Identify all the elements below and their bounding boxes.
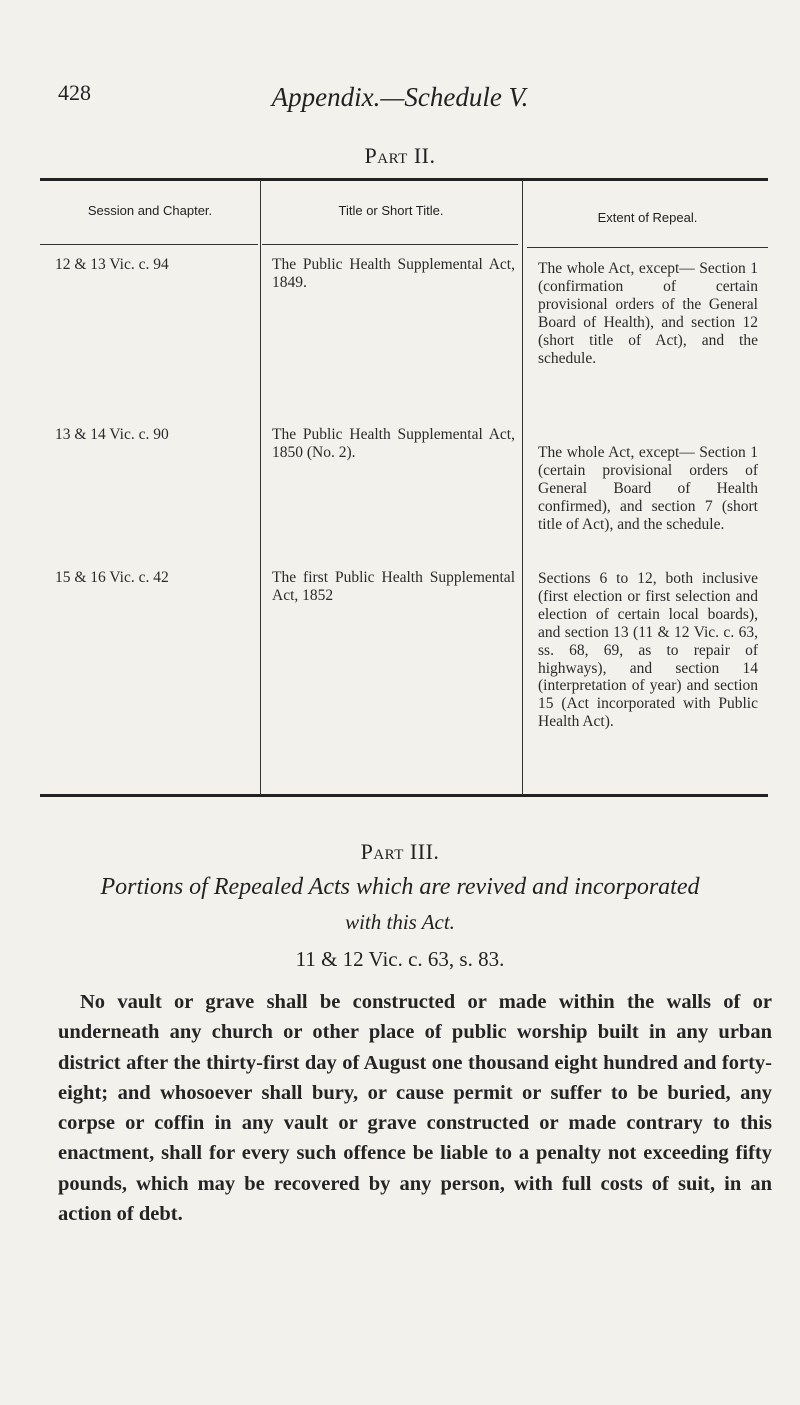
row-2-title: The Public Health Supplemental Act, 1850 (No. 2). bbox=[272, 426, 515, 461]
table-bottom-rule bbox=[40, 794, 768, 797]
column-header-session: Session and Chapter. bbox=[87, 203, 213, 218]
row-2-session: 13 & 14 Vic. c. 90 bbox=[55, 426, 169, 443]
row-1-session: 12 & 13 Vic. c. 94 bbox=[55, 256, 169, 273]
row-1-extent: The whole Act, except— Section 1 (confirmation of certain provisional orders of the General Board of Health), and section 12 (short title of Act), and the schedule. bbox=[538, 260, 758, 367]
row-3-title: The first Public Health Supplemental Act, 1852 bbox=[272, 569, 515, 604]
column-divider-1 bbox=[260, 180, 261, 795]
part-3-citation: 11 & 12 Vic. c. 63, s. 83. bbox=[295, 947, 505, 971]
running-head: Appendix.—Schedule V. bbox=[271, 82, 529, 112]
table-top-rule bbox=[40, 178, 768, 181]
column-header-extent: Extent of Repeal. bbox=[597, 210, 698, 225]
part-2-heading: Part II. bbox=[364, 143, 436, 168]
part-3-subtitle-line-1: Portions of Repealed Acts which are revived and incorporated bbox=[100, 874, 700, 900]
part-3-body-text: No vault or grave shall be constructed or made within the walls of or underneath any church or other place of public worship built in any urban district after the thirty-first day of August one thousand eight hundred and forty-eight; and whosoever shall bury, or cause permit or suffer to be buried, any corpse or coffin in any vault or grave constructed or made contrary to this enactment, shall for every such offence be liable to a penalty not exceeding fifty pounds, which may be recovered by any person, with full costs of suit, in an action of debt. bbox=[58, 991, 772, 1226]
part-3-subtitle-line-2: with this Act. bbox=[345, 910, 455, 934]
header-rule-col3 bbox=[527, 247, 768, 248]
header-rule-col2 bbox=[262, 244, 518, 245]
row-3-extent: Sections 6 to 12, both inclusive (first election or first selection and election of certain local boards), and section 13 (11 & 12 Vic. c. 63, ss. 68, 69, as to repair of highways), and section 14 (interpretation of year) and section 15 (Act incorporated with Public Health Act). bbox=[538, 570, 758, 731]
header-rule-col1 bbox=[40, 244, 258, 245]
row-1-title: The Public Health Supplemental Act, 1849. bbox=[272, 256, 515, 291]
column-divider-2 bbox=[522, 180, 523, 795]
page-number: 428 bbox=[58, 80, 91, 105]
row-2-extent: The whole Act, except— Section 1 (certain provisional orders of General Board of Health confirmed), and section 7 (short title of Act), and the schedule. bbox=[538, 444, 758, 533]
column-header-title: Title or Short Title. bbox=[338, 203, 444, 218]
part-3-heading: Part III. bbox=[360, 839, 440, 864]
row-3-session: 15 & 16 Vic. c. 42 bbox=[55, 569, 169, 586]
